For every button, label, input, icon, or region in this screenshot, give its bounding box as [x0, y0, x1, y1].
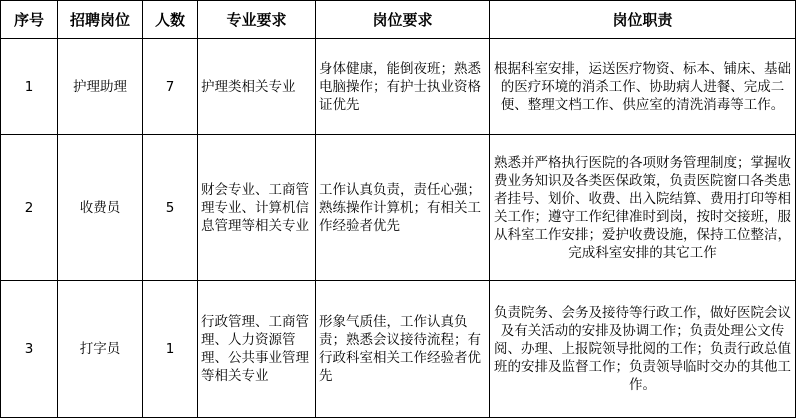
cell-count: 7: [143, 39, 198, 135]
header-row: [1, 1, 796, 39]
header-no: 序号: [1, 1, 58, 39]
cell-count: 1: [143, 281, 198, 418]
cell-position: 收费员: [58, 135, 143, 281]
cell-duty: 负责院务、会务及接待等行政工作，做好医院会议及有关活动的安排及协调工作；负责处理公文传阅、办理、上报院领导批阅的工作；负责行政总值班的安排及监督工作；负责领导临时交办的其他工作。: [490, 281, 796, 418]
cell-duty: 根据科室安排，运送医疗物资、标本、铺床、基础的医疗环境的消杀工作、协助病人进餐、完成二便、整理文档工作、供应室的清洗消毒等工作。: [490, 39, 796, 135]
cell-major: 财会专业、工商管理专业、计算机信息管理等相关专业: [198, 135, 316, 281]
cell-major: 护理类相关专业: [198, 39, 316, 135]
cell-no: 2: [1, 135, 58, 281]
header-count: 人数: [143, 1, 198, 39]
cell-count: 5: [143, 135, 198, 281]
cell-position: 打字员: [58, 281, 143, 418]
table-row: [1, 281, 796, 418]
header-requirement: 岗位要求: [316, 1, 490, 39]
table-row: [1, 39, 796, 135]
cell-requirement: 工作认真负责，责任心强；熟练操作计算机；有相关工作经验者优先: [316, 135, 490, 281]
table-row: [1, 135, 796, 281]
cell-requirement: 形象气质佳，工作认真负责；熟悉会议接待流程；有行政科室相关工作经验者优先: [316, 281, 490, 418]
header-position: 招聘岗位: [58, 1, 143, 39]
header-major: 专业要求: [198, 1, 316, 39]
cell-no: 3: [1, 281, 58, 418]
cell-requirement: 身体健康，能倒夜班；熟悉电脑操作；有护士执业资格证优先: [316, 39, 490, 135]
header-duty: 岗位职责: [490, 1, 796, 39]
cell-no: 1: [1, 39, 58, 135]
cell-duty: 熟悉并严格执行医院的各项财务管理制度；掌握收费业务知识及各类医保政策，负责医院窗口各类患者挂号、划价、收费、出入院结算、费用打印等相关工作；遵守工作纪律准时到岗，按时交接班，服从科室工作安排；爱护收费设施，保持工位整洁，完成科室安排的其它工作: [490, 135, 796, 281]
cell-major: 行政管理、工商管理、人力资源管理、公共事业管理等相关专业: [198, 281, 316, 418]
cell-position: 护理助理: [58, 39, 143, 135]
